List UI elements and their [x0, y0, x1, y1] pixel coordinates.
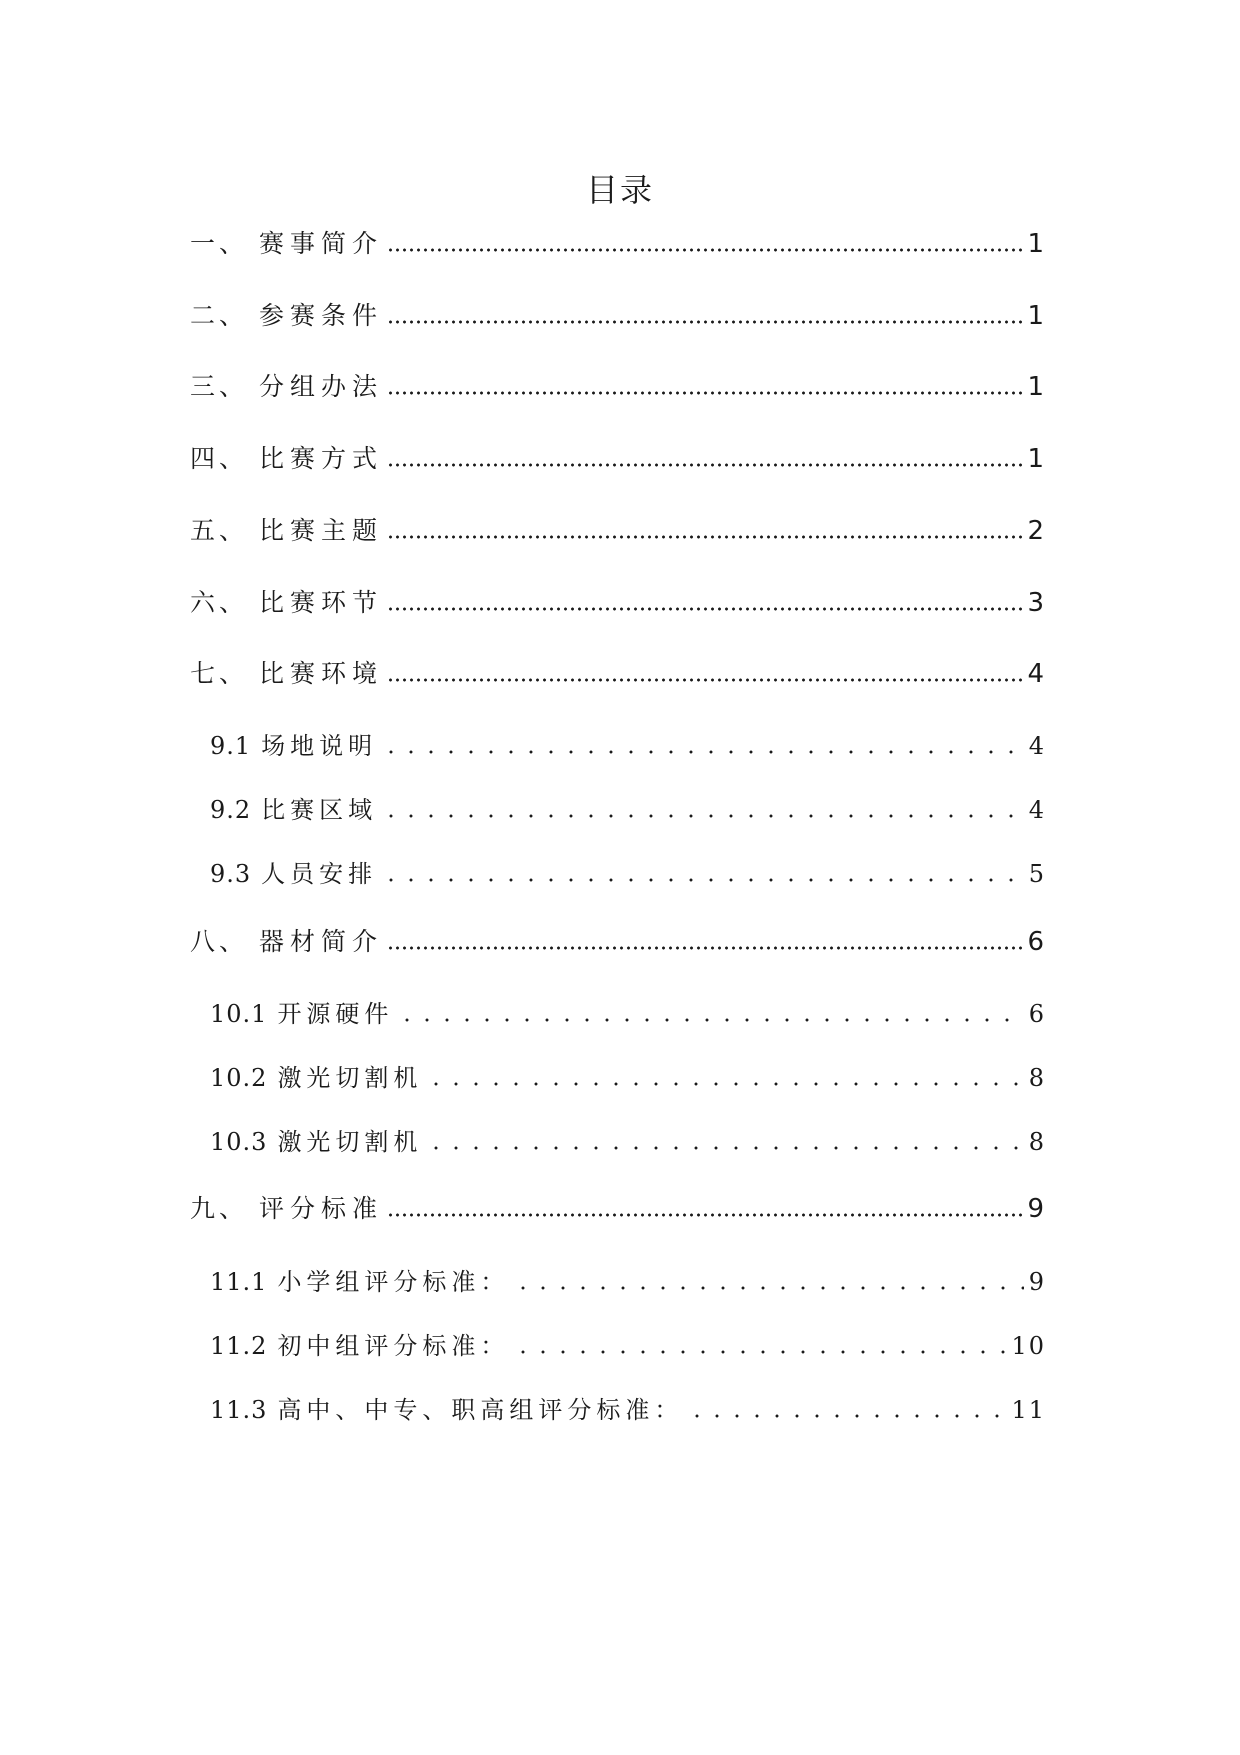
toc-entry-5[interactable]: [190, 513, 1044, 549]
toc-entry-number: 四: [190, 444, 220, 473]
toc-entry-separator: 、: [219, 444, 245, 473]
toc-leader-dots: [513, 1285, 1024, 1291]
toc-entry-separator: 、: [219, 229, 245, 258]
toc-entry-text: 开源硬件: [277, 1000, 394, 1028]
toc-entry-number: 10.2: [210, 1064, 268, 1092]
toc-entry-number: 9.1: [210, 732, 252, 760]
toc-subentry-10-3[interactable]: [210, 1124, 1046, 1160]
toc-entry-number: 11.3: [210, 1396, 268, 1424]
toc-leader-dots: [387, 390, 1022, 396]
toc-entry-number: 七: [190, 659, 220, 688]
toc-leader-dots: [426, 1145, 1024, 1151]
toc-entry-page: 10: [1011, 1332, 1046, 1360]
toc-title: 目录: [585, 171, 654, 209]
toc-entry-separator: 、: [219, 1194, 245, 1223]
toc-entry-page: 9: [1028, 1268, 1046, 1296]
toc-leader-dots: [687, 1413, 1007, 1419]
toc-entry-page: 6: [1027, 927, 1044, 957]
toc-entry-text: 比赛环境: [259, 659, 384, 688]
toc-leader-dots: [381, 877, 1024, 883]
toc-entry-text: 比赛区域: [261, 796, 378, 824]
toc-entry-separator: 、: [219, 372, 245, 401]
toc-subentry-11-2[interactable]: [210, 1328, 1046, 1364]
toc-entry-page: 3: [1027, 588, 1044, 618]
toc-subentry-11-3[interactable]: [210, 1392, 1046, 1428]
toc-entry-text: 比赛方式: [259, 444, 384, 473]
toc-entry-text: 高中、中专、职高组评分标准：: [277, 1396, 684, 1424]
toc-entry-number: 10.1: [210, 1000, 268, 1028]
toc-subentry-9-2[interactable]: [210, 792, 1046, 828]
toc-entry-page: 5: [1028, 860, 1046, 888]
toc-subentry-9-1[interactable]: [210, 728, 1046, 764]
toc-entry-number: 一: [190, 229, 220, 258]
toc-subentry-10-2[interactable]: [210, 1060, 1046, 1096]
toc-entry-number: 八: [190, 927, 220, 956]
toc-entry-separator: 、: [219, 588, 245, 617]
toc-entry-text: 比赛主题: [259, 516, 384, 545]
toc-entry-text: 器材简介: [259, 927, 384, 956]
toc-entry-4[interactable]: [190, 441, 1044, 477]
toc-entry-text: 比赛环节: [259, 588, 384, 617]
toc-entry-text: 激光切割机: [277, 1128, 423, 1156]
toc-leader-dots: [387, 462, 1022, 468]
toc-leader-dots: [381, 813, 1024, 819]
toc-entry-text: 激光切割机: [277, 1064, 423, 1092]
toc-entry-page: 11: [1011, 1396, 1046, 1424]
toc-entry-separator: 、: [219, 927, 245, 956]
toc-entry-number: 五: [190, 516, 220, 545]
toc-entry-number: 10.3: [210, 1128, 268, 1156]
toc-entry-separator: 、: [219, 301, 245, 330]
toc-entry-text: 分组办法: [259, 372, 384, 401]
toc-leader-dots: [387, 1212, 1022, 1218]
toc-entry-text: 人员安排: [261, 860, 378, 888]
toc-leader-dots: [387, 677, 1022, 683]
toc-leader-dots: [387, 534, 1022, 540]
toc-entry-number: 九: [190, 1194, 220, 1223]
toc-leader-dots: [513, 1349, 1007, 1355]
toc-entry-number: 9.3: [210, 860, 252, 888]
toc-leader-dots: [387, 319, 1022, 325]
toc-entry-page: 6: [1028, 1000, 1046, 1028]
toc-entry-separator: 、: [219, 516, 245, 545]
toc-entry-8[interactable]: [190, 924, 1044, 960]
toc-entry-number: 11.1: [210, 1268, 268, 1296]
toc-entry-number: 三: [190, 372, 220, 401]
toc-leader-dots: [387, 247, 1022, 253]
toc-entry-number: 二: [190, 301, 220, 330]
toc-entry-9[interactable]: [190, 1191, 1044, 1227]
toc-entry-page: 4: [1028, 796, 1046, 824]
toc-entry-7[interactable]: [190, 656, 1044, 692]
toc-entry-page: 8: [1028, 1064, 1046, 1092]
toc-entry-text: 场地说明: [261, 732, 378, 760]
toc-entry-number: 六: [190, 588, 220, 617]
toc-subentry-9-3[interactable]: [210, 856, 1046, 892]
toc-subentry-10-1[interactable]: [210, 996, 1046, 1032]
toc-entry-page: 2: [1027, 516, 1044, 546]
toc-leader-dots: [387, 945, 1022, 951]
toc-entry-3[interactable]: [190, 369, 1044, 405]
toc-entry-1[interactable]: [190, 226, 1044, 262]
toc-entry-page: 8: [1028, 1128, 1046, 1156]
toc-entry-2[interactable]: [190, 298, 1044, 334]
toc-entry-text: 赛事简介: [259, 229, 384, 258]
toc-entry-text: 参赛条件: [259, 301, 384, 330]
toc-entry-page: 4: [1027, 659, 1044, 689]
toc-entry-page: 1: [1027, 229, 1044, 259]
toc-entry-page: 4: [1028, 732, 1046, 760]
toc-entry-separator: 、: [219, 659, 245, 688]
toc-entry-number: 11.2: [210, 1332, 268, 1360]
toc-entry-text: 初中组评分标准：: [277, 1332, 510, 1360]
toc-entry-page: 1: [1027, 444, 1044, 474]
toc-leader-dots: [426, 1081, 1024, 1087]
toc-entry-page: 1: [1027, 372, 1044, 402]
toc-entry-page: 1: [1027, 301, 1044, 331]
toc-leader-dots: [381, 749, 1024, 755]
toc-entry-text: 评分标准: [259, 1194, 384, 1223]
toc-subentry-11-1[interactable]: [210, 1264, 1046, 1300]
toc-leader-dots: [397, 1017, 1024, 1023]
toc-leader-dots: [387, 606, 1022, 612]
toc-entry-page: 9: [1027, 1194, 1044, 1224]
toc-entry-number: 9.2: [210, 796, 252, 824]
toc-entry-6[interactable]: [190, 585, 1044, 621]
toc-entry-text: 小学组评分标准：: [277, 1268, 510, 1296]
